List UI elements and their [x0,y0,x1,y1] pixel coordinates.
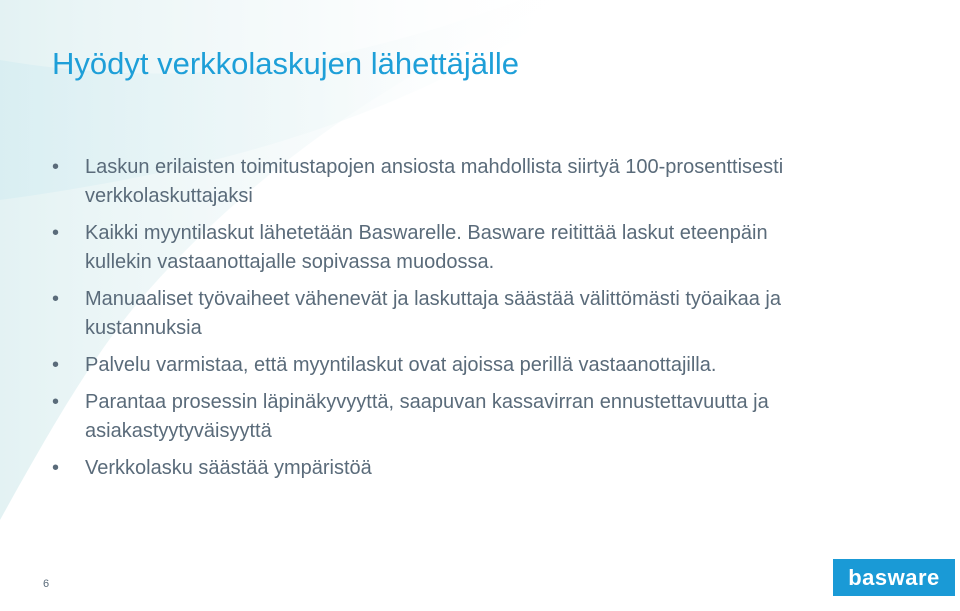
bullet-text: Palvelu varmistaa, että myyntilaskut ovat ajoissa perillä vastaanottajilla. [85,354,717,376]
bullet-item [52,351,832,380]
bullet-text: Manuaaliset työvaiheet vähenevät ja laskuttaja säästää välittömästi työaikaa ja kustannuksia [85,288,781,339]
bullet-marker-icon: • [52,222,60,244]
page-number: 6 [43,578,50,590]
bullet-marker-icon: • [52,354,60,376]
basware-logo [833,559,955,596]
slide-title: Hyödyt verkkolaskujen lähettäjälle [52,46,519,81]
basware-logo-text: basware [848,564,940,590]
bullet-item [52,285,832,343]
bullet-list [52,153,832,491]
bullet-marker-icon: • [52,457,60,479]
bullet-text: Verkkolasku säästää ympäristöä [85,457,372,479]
bullet-text: Laskun erilaisten toimitustapojen ansiosta mahdollista siirtyä 100-prosenttisesti verkkolaskuttajaksi [85,156,784,207]
bullet-marker-icon: • [52,288,60,310]
bullet-text: Parantaa prosessin läpinäkyvyyttä, saapuvan kassavirran ennustettavuutta ja asiakastyytyväisyyttä [85,391,769,442]
bullet-text: Kaikki myyntilaskut lähetetään Baswarelle. Basware reitittää laskut eteenpäin kullekin vastaanottajalle sopivassa muodossa. [85,222,768,273]
bullet-item [52,454,832,483]
bullet-marker-icon: • [52,156,60,178]
bullet-marker-icon: • [52,391,60,413]
bullet-item [52,219,832,277]
bullet-item [52,153,832,211]
bullet-item [52,388,832,446]
